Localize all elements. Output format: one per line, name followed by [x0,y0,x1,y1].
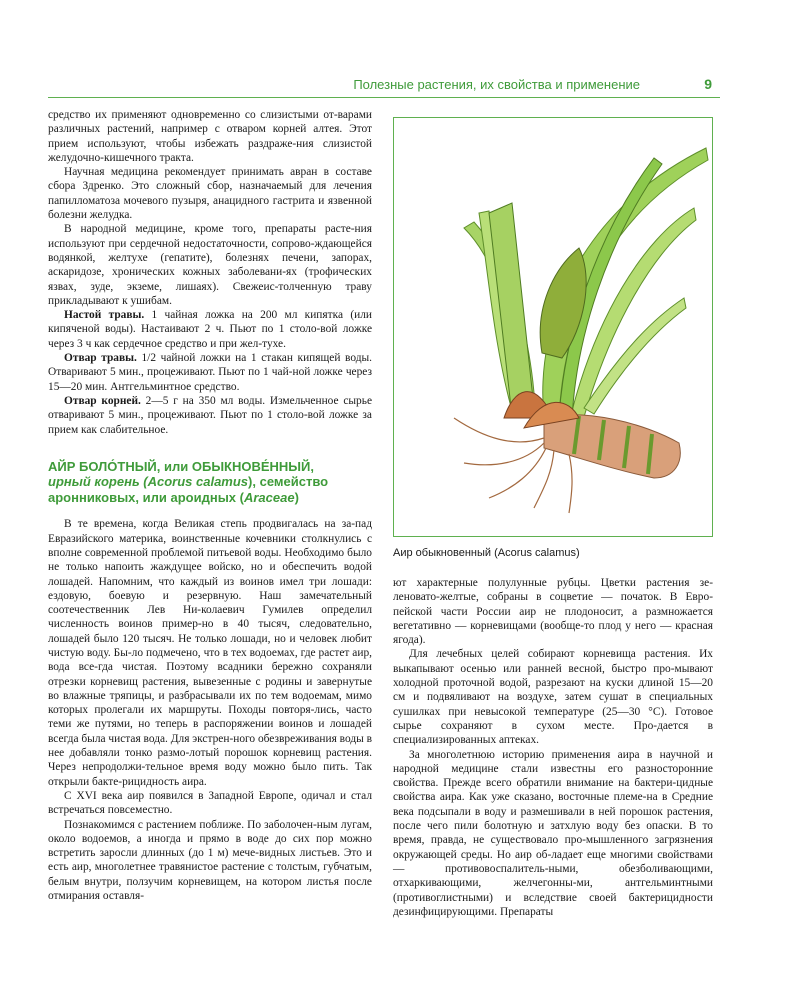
paragraph: В те времена, когда Великая степь продвигалась на за-пад Евразийского материка, воинственные кочевники столкнулись с вполне современной проблемой питьевой воды. Необходимо было не только напоить жаждущее войско, но и обеспечить водой лошадей. Напомним, что каждый из воинов имел три лошади: ездовую, боевую и резервную. Наш замечательный соотечественник Лев Ни-колаевич Гумилев определил численность воинов пример-но в 40 тысяч, следовательно, лошадей было 120 тысяч. Не только лошади, но и человек любит чистую воду. Бы-ло подмечено, что в тех водоемах, где растет аир, вода все-гда чистая. Поэтому всадники бережно сохраняли отрезки корневищ растения, вывезенные с родины и завернутые во влажные тряпицы, и разбрасывали их по тем водоемам, мимо которых пролегали их маршруты. Походы повторя-лись, часто теми же путями, но теперь в распоряжении воинов и лошадей всегда была чистая вода. Для экстрен-ного обезвреживания воды в нее добавляли тонко размо-лотый порошок корневищ растения. Через непродолжи-тельное время воду можно было пить. Так открыли бакте-рицидность аира. [48,518,373,788]
latin-name: Acorus calamus [147,474,249,490]
recipe-infusion [48,308,372,351]
recipe-herb-decoction [48,351,372,394]
header-rule [48,97,720,98]
root [569,454,572,513]
rhizome [544,415,680,478]
paragraph: За многолетнюю историю применения аира в научной и народной медицине стали известны его разносторонние свойства. Прежде всего обратили внимание на бактери-цидные свойства аира. Как уже сказано, восточные племе-на в Средние века подсыпали в воду и размешивали в ней порошок растения, после чего пили болотную и затхлую воду без опаски. В то время, правда, не существовало про-мышленного загрязнения окружающей среды. Но аир об-ладает еще многими свойствами — противовоспалитель-ными, обезболивающими, отхаркивающими, желчегонны-ми, антгельминтными (противоглистными) и вследствие своей бактерицидности дезинфицирующими. Препараты [393,748,713,918]
right-column [393,576,713,919]
paragraph: Познакомимся с растением поближе. По заболочен-ным лугам, около водоемов, а иногда и прямо в воде до сих пор можно встретить заросли длинных (до 1 м) мече-видных листьев. Это и есть аир, многолетнее травянистое растение с толстым, губчатым, белым внутри, ползучим корневищем, на котором листья после отмирания оставля- [48,818,372,903]
root [489,448,546,498]
paragraph: Научная медицина рекомендует принимать авран в составе сбора Здренко. Это сложный сбор, назначаемый для лечения папилломатоза мочевого пузыря, анацидного гастрита и язвенной болезни желудка. [48,166,372,222]
recipe-text: 1/2 чайной ложки на 1 стакан кипящей воды. Отваривают 5 мин., процеживают. Пьют по 1 чай-ной ложке через 15—20 мин. Антгельминтное средство. [48,352,372,393]
root [534,450,554,508]
heading-line: ирный корень (Acorus calamus), семейство [48,474,329,490]
paragraph: ют характерные полулунные рубцы. Цветки растения зе-леновато-желтые, собраны в соцветие — початок. В Евро-пейской части России аир не плодоносит, а размножается вегетативно — корневищами (вообще-то плод у него — красная ягода). [393,577,713,647]
paragraph: Для лечебных целей собирают корневища растения. Их выкапывают осенью или ранней весной, быстро про-мывают холодной проточной водой, разрезают на куски длиной 15—20 см и подвяливают на воздухе, затем сушат в специальных сушилках при невысокой температуре (25—30 °С). Готовое сырье сохраняют в сухом месте. Про-дается в специализированных аптеках. [393,648,713,747]
heading-line: аронниковых, или ароидных (Araceae) [48,489,299,505]
acorus-calamus-illustration [394,118,711,535]
recipe-text: 2—5 г на 350 мл воды. Измельченное сырье отваривают 5 мин., процеживают. Пьют по 1 столо-вой ложке за прием как слабительное. [48,394,372,436]
latin-family: Araceae [243,489,295,505]
left-column [48,108,372,903]
paragraph: средство их применяют одновременно со слизистыми от-варами различных растений, например с отваром корней алтея. Этот прием используют, чтобы избежать раздраже-ния слизистой желудочно-кишечного тракта. [48,109,372,164]
recipe-label: Отвар травы. [64,352,137,365]
paragraph: В народной медицине, кроме того, препараты расте-ния используют при сердечной недостаточности, сопрово-ждающейся водянкой, желтухе (гепатите), болезнях печени, запорах, аскаридозе, хронических кожных заболевани-ях (трофических язвах, зуде, экземе, лишаях). Свежеис-толченную траву прикладывают к ушибам. [48,223,372,307]
running-header [48,70,720,98]
section-heading [48,459,372,506]
recipe-text: 1 чайная ложка на 200 мл кипятка (или кипяченой воды). Настаивают 2 ч. Пьют по 1 столо-вой ложке через 3 ч как сердечное средство и при жел-тухе. [48,309,372,350]
running-title: Полезные растения, их свойства и применение [353,77,640,92]
paragraph: С XVI века аир появился в Западной Европе, одичал и стал встречаться повсеместно. [48,789,372,817]
recipe-root-decoction [48,394,372,437]
root [464,443,544,465]
plant-illustration-frame [393,117,713,537]
figure-caption: Аир обыкновенный (Acorus calamus) [393,547,580,559]
recipe-label: Отвар корней. [64,394,141,407]
heading-line: АЙР БОЛО́ТНЫЙ, или ОБЫКНОВЕ́ННЫЙ, [48,458,314,474]
page-number: 9 [704,76,712,92]
recipe-label: Настой травы. [64,309,145,322]
